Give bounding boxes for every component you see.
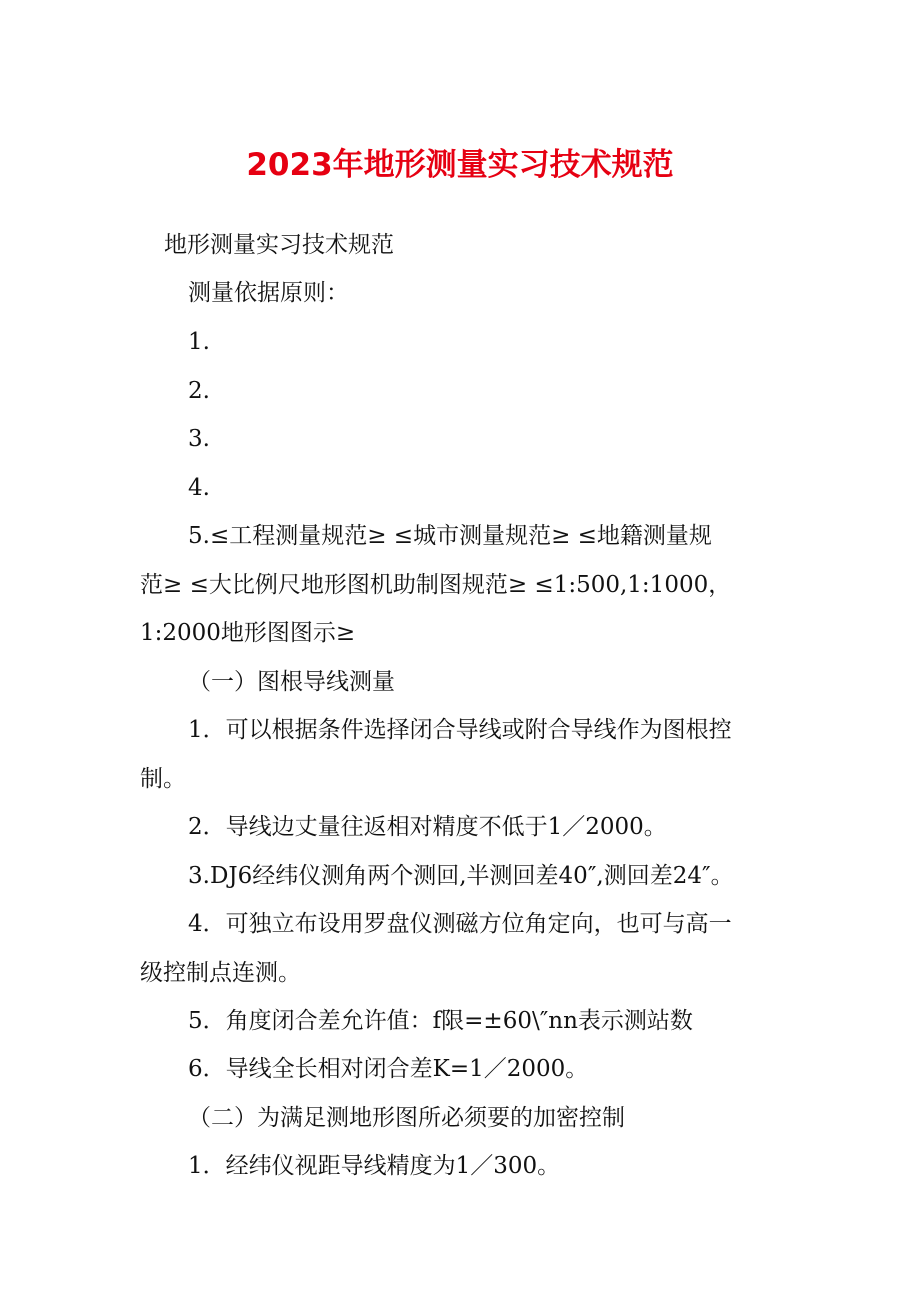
document-title: 2023年地形测量实习技术规范 <box>246 147 674 183</box>
list-item-1: 1. <box>188 329 210 355</box>
section-heading-1: （一）图根导线测量 <box>188 669 395 695</box>
list-item-5-line-1: 5.≤工程测量规范≥ ≤城市测量规范≥ ≤地籍测量规 <box>188 523 712 549</box>
list-item-4: 4. <box>188 475 210 501</box>
paragraph-basis-heading: 测量依据原则： <box>188 280 349 306</box>
list-item-2: 2. <box>188 378 210 404</box>
section-1-item-1-line-1: 1．可以根据条件选择闭合导线或附合导线作为图根控 <box>188 717 732 743</box>
section-2-item-1: 1．经纬仪视距导线精度为1／300。 <box>188 1153 561 1179</box>
paragraph-subtitle: 地形测量实习技术规范 <box>164 232 394 258</box>
section-1-item-2: 2．导线边丈量往返相对精度不低于1／2000。 <box>188 814 667 840</box>
section-1-item-5: 5．角度闭合差允许值：f限=±60\″nn表示测站数 <box>188 1008 693 1034</box>
section-1-item-1-line-2: 制。 <box>140 766 186 792</box>
list-item-5-line-3: 1:2000地形图图示≥ <box>140 620 356 646</box>
section-1-item-3: 3.DJ6经纬仪测角两个测回,半测回差40″,测回差24″。 <box>188 863 734 889</box>
section-1-item-6: 6．导线全长相对闭合差K=1／2000。 <box>188 1056 589 1082</box>
list-item-3: 3. <box>188 426 210 452</box>
section-heading-2: （二）为满足测地形图所必须要的加密控制 <box>188 1105 625 1131</box>
section-1-item-4-line-1: 4．可独立布设用罗盘仪测磁方位角定向，也可与高一 <box>188 911 732 937</box>
list-item-5-line-2: 范≥ ≤大比例尺地形图机助制图规范≥ ≤1:500,1:1000， <box>140 572 732 598</box>
section-1-item-4-line-2: 级控制点连测。 <box>140 960 301 986</box>
